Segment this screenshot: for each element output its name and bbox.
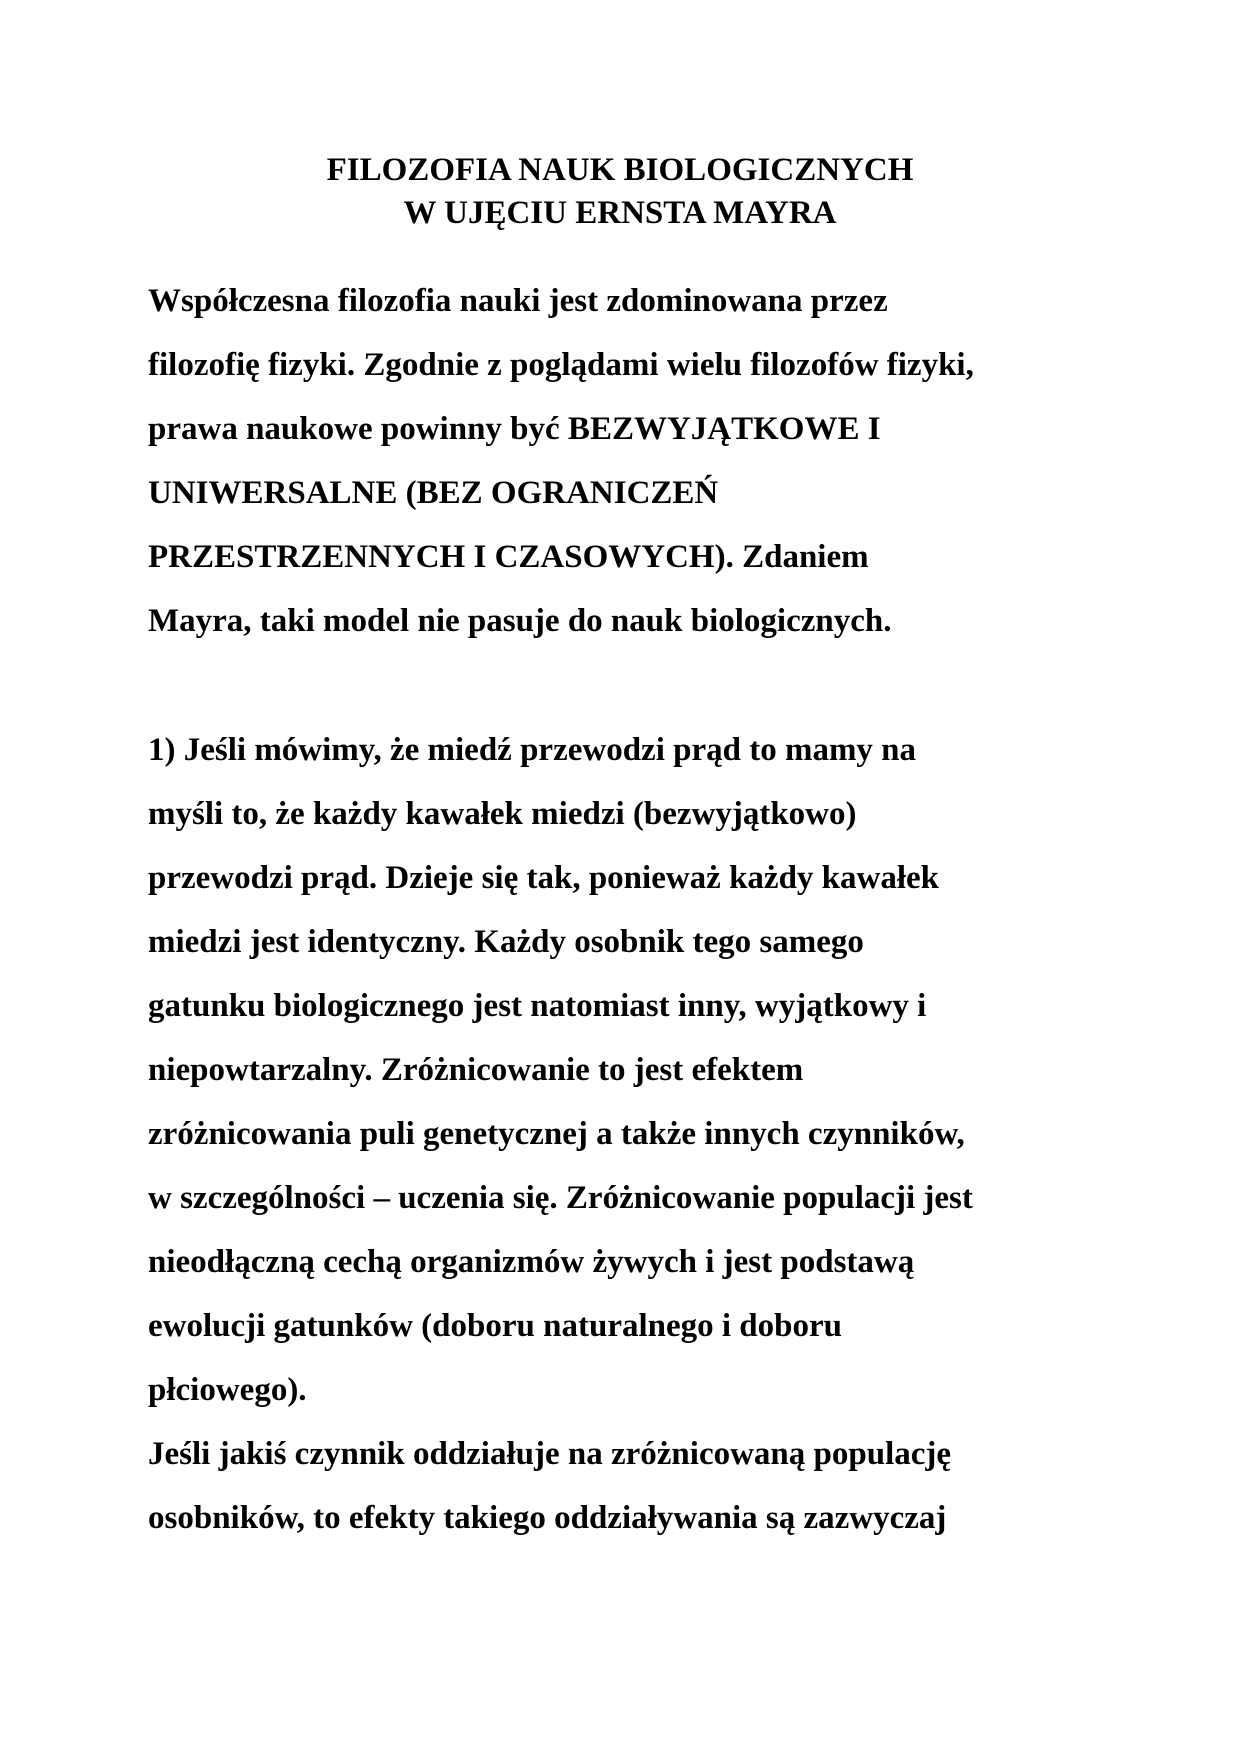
document-title-line-2: W UJĘCIU ERNSTA MAYRA [403, 195, 837, 231]
paragraph-2-line: gatunku biologicznego jest natomiast inny, wyjątkowy i [148, 988, 927, 1024]
paragraph-2-line: płciowego). [148, 1372, 307, 1408]
paragraph-3-line: Jeśli jakiś czynnik oddziałuje na zróżnicowaną populację [148, 1436, 952, 1472]
paragraph-2-line: miedzi jest identyczny. Każdy osobnik tego samego [148, 924, 864, 960]
paragraph-2-line: ewolucji gatunków (doboru naturalnego i doboru [148, 1308, 843, 1344]
paragraph-2-line: w szczególności – uczenia się. Zróżnicowanie populacji jest [148, 1180, 973, 1216]
paragraph-2-line: niepowtarzalny. Zróżnicowanie to jest efektem [148, 1052, 804, 1088]
paragraph-2-line: przewodzi prąd. Dzieje się tak, ponieważ każdy kawałek [148, 860, 940, 896]
paragraph-2-line: zróżnicowania puli genetycznej a także innych czynników, [148, 1116, 965, 1152]
paragraph-1-line: PRZESTRZENNYCH I CZASOWYCH). Zdaniem [148, 539, 869, 575]
paragraph-2-line: 1) Jeśli mówimy, że miedź przewodzi prąd to mamy na [148, 732, 917, 768]
document-title-line-1: FILOZOFIA NAUK BIOLOGICZNYCH [326, 152, 914, 188]
paragraph-3-line: osobników, to efekty takiego oddziaływania są zazwyczaj [148, 1500, 947, 1536]
paragraph-1-line: prawa naukowe powinny być BEZWYJĄTKOWE I [148, 411, 881, 447]
paragraph-2-line: nieodłączną cechą organizmów żywych i jest podstawą [148, 1244, 915, 1280]
paragraph-1-line: filozofię fizyki. Zgodnie z poglądami wielu filozofów fizyki, [148, 347, 974, 383]
paragraph-1-line: UNIWERSALNE (BEZ OGRANICZEŃ [148, 475, 719, 511]
paragraph-2-line: myśli to, że każdy kawałek miedzi (bezwyjątkowo) [148, 796, 857, 832]
paragraph-1-line: Współczesna filozofia nauki jest zdominowana przez [148, 283, 888, 319]
paragraph-1-line: Mayra, taki model nie pasuje do nauk biologicznych. [148, 603, 892, 639]
